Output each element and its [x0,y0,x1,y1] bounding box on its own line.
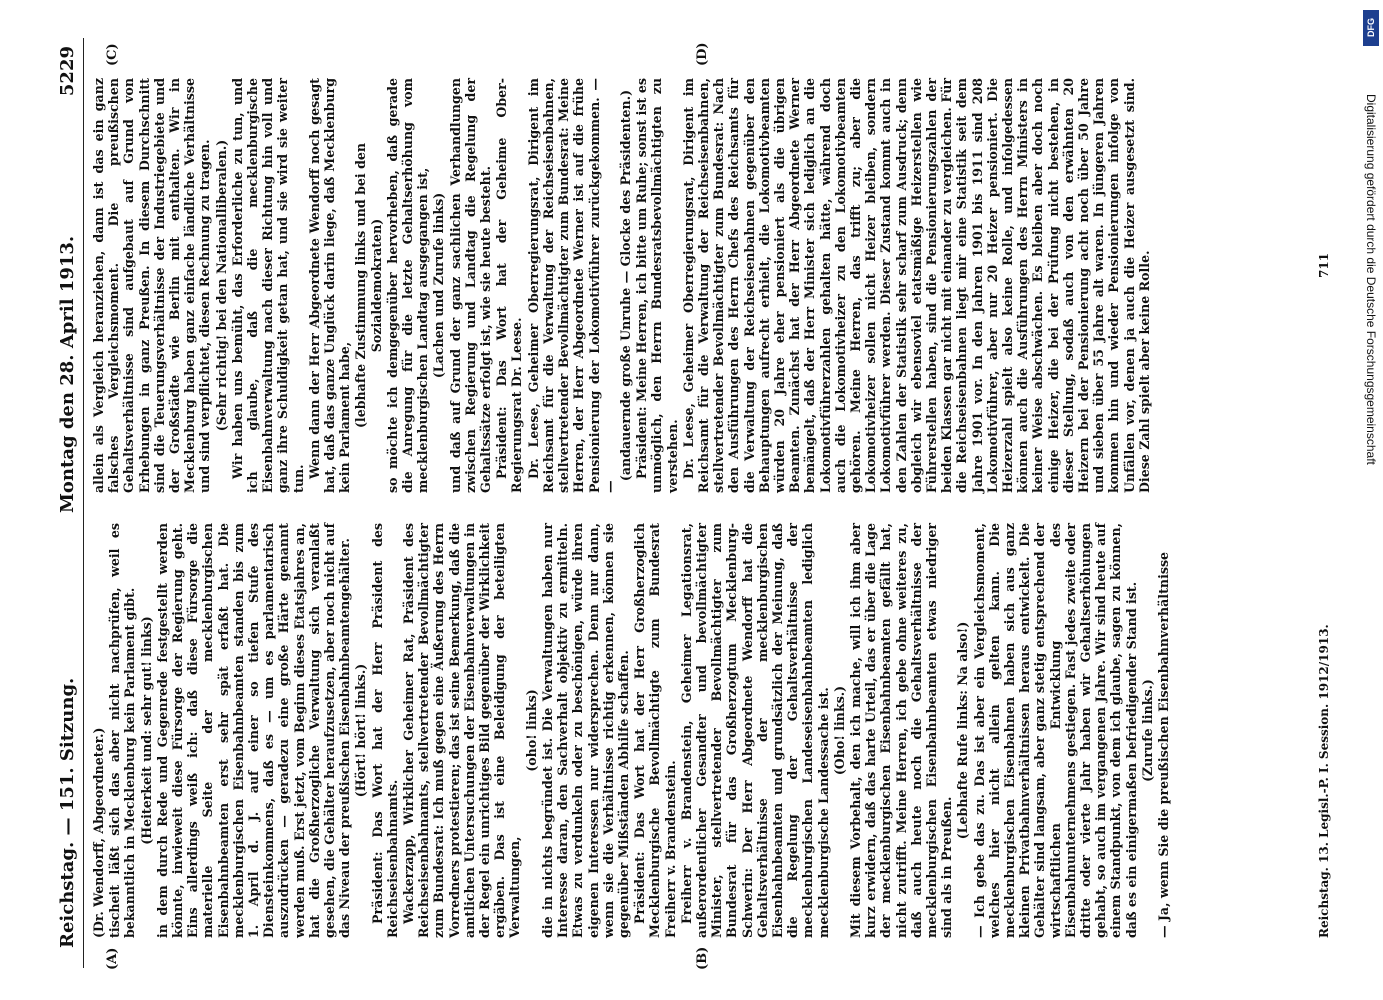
interjection: (Lachen und Zurufe links) [431,192,447,379]
interjection: (oho! links) [523,689,539,772]
paragraph: Wir haben uns bemüht, das Erforderliche zu tun, und ich glaube, daß die mecklenburgische Eisenbahnverwaltung nach dieser Richtung hin voll und ganz ihre Schuldigkeit getan hat, und sie wird sie weiter tun. [229,78,306,493]
paragraph: Präsident: Meine Herren, ich bitte um Ruhe; sonst ist es unmöglich, den Herrn Bundesratsbevollmächtigten zu verstehen. [634,78,680,493]
paragraph: Präsident: Das Wort hat der Geheime Ober-Regierungsrat Dr. Leese. [494,78,525,493]
interjection: (lebhafte Zustimmung links und bei den Sozialdemokraten) [353,142,384,429]
paragraph: tischeit läßt sich das aber nicht nachprüfen, weil es bekanntlich in Mecklenburg kein Parlament gibt. [107,523,138,938]
right-column [91,78,1153,493]
paragraph: Wenn dann der Herr Abgeordnete Wendorff noch gesagt hat, daß das ganze Unglück darin liege, daß Mecklenburg kein Parlament habe, [306,78,353,493]
paragraph: Präsident: Das Wort hat der Herr Präsident des Reichseisenbahnamts. [369,523,400,938]
header-left: Reichstag. — 151. Sitzung. [57,677,78,948]
dfg-logo: DFG [1363,10,1379,46]
page-number: 5229 [57,46,78,97]
paragraph: (Dr. Wendorff, Abgeordneter.) [91,727,106,938]
rotated-page [55,38,1345,968]
left-column [91,523,1172,938]
paragraph: — Ja, wenn Sie die preußischen Eisenbahnverhältnisse [1156,551,1172,938]
header-center: Montag den 28. April 1913. [57,235,78,513]
margin-letter-a: (A) [105,947,120,970]
interjection: (Sehr richtig! bei den Nationalliberalen.) [213,139,229,432]
footer-left: Reichstag. 13. Legisl.-P. I. Session. 1912/1913. [1317,624,1331,938]
margin-letter-c: (C) [105,43,120,66]
interjection: (Zurufe links.) [1139,679,1155,782]
paragraph: und daß auf Grund der ganz sachlichen Verhandlungen zwischen Regierung und Landtag die Regelung der Gehaltssätze erfolgt ist, wie sie heute besteht. [447,78,494,493]
paragraph: in dem durch Rede und Gegenrede festgestellt werden könnte, inwieweit diese Fürsorge der Regierung geht. Eins allerdings weiß ich: daß diese Fürsorge die materielle Seite der mecklenburgischen Eisenbahnbeamten erst sehr spät erfaßt hat. Die mecklenburgischen Eisenbahnbeamten standen bis zum 1. April d. J. auf einer so tiefen Stufe des Diensteinkommens, daß es — um es parlamentarisch auszudrücken — geradezu eine große Härte genannt werden muß. Erst jetzt, vom Beginn dieses Etatsjahres an, hat die Großherzogliche Verwaltung sich veranlaßt gesehen, die Gehälter heraufzusetzen, aber noch nicht auf das Niveau der preußischen Eisenbahnbeamtengehälter. [154,523,353,938]
paragraph: allein als Vergleich heranziehen, dann ist das ein ganz falsches Vergleichsmoment. Die preußischen Gehaltsverhältnisse sind aufgebaut auf Grund von Erhebungen in ganz Preußen. In diesem Durchschnitt sind die Teuerungsverhältnisse der Industriegebiete und der Großstädte wie Berlin mit enthalten. Wir in Mecklenburg haben ganz einfache ländliche Verhältnisse und sind verpflichtet, diesen Rechnung zu tragen. [91,78,213,493]
paragraph: die in nichts begründet ist. Die Verwaltungen haben nur Interesse daran, den Sachverhalt objektiv zu ermitteln. Etwas zu verdunkeln oder zu beschönigen, würde ihren eigenen Interessen nur widersprechen. Denn nur dann, wenn sie die Verhältnisse richtig erkennen, können sie gegenüber Mißständen Abhilfe schaffen. [539,523,631,938]
interjection: (Heiterkeit und: sehr gut! links) [138,616,154,845]
interjection: (Hört! hört! links.) [353,663,369,798]
paragraph: Freiherr v. Brandenstein, Geheimer Legationsrat, außerordentlicher Gesandter und bevollmächtigter Minister, stellvertretender Bevollmächtigter zum Bundesrat für das Großherzogtum Mecklenburg-Schwerin: Der Herr Abgeordnete Wendorff hat die Gehaltsverhältnisse der mecklenburgischen Eisenbahnbeamten und grundsätzlich der Meinung, daß die Regelung der Gehaltsverhältnisse der mecklenburgischen Landeseisenbahnbeamten lediglich mecklenburgische Landessache ist. [678,523,831,938]
interjection: (andauernde große Unruhe — Glocke des Präsidenten.) [617,89,633,482]
footer-right: 711 [1317,252,1331,278]
paragraph: Mit diesem Vorbehalt, den ich mache, will ich ihm aber kurz erwidern, daß das harte Urteil, das er über die Lage der mecklenburgischen Eisenbahnbeamten gefällt hat, nicht zutrifft. Meine Herren, ich gebe ohne weiteres zu, daß auch heute noch die Gehaltsverhältnisse der mecklenburgischen Eisenbahnbeamten etwas niedriger sind als in Preußen. [847,523,955,938]
margin-letter-d: (D) [695,42,710,66]
paragraph: Dr. Leese, Geheimer Oberregierungsrat, Dirigent im Reichsamt für die Verwaltung der Reichseisenbahnen, stellvertretender Bevollmächtigter zum Bundesrat: Meine Herren, der Herr Abgeordnete Werner ist auf die frühe Pensionierung der Lokomotivführer zurückgekommen. — — [525,78,617,493]
digitization-sidebar [1360,8,1382,998]
paragraph: Wackerzapp, Wirklicher Geheimer Rat, Präsident des Reichseisenbahnamts, stellvertretender Bevollmächtigter zum Bundesrat: Ich muß gegen eine Äußerung des Herrn Vorredners protestieren; das ist seine Bemerkung, daß die amtlichen Untersuchungen der Eisenbahnverwaltungen in der Regel ein unrichtiges Bild gegenüber der Wirklichkeit ergäben. Das ist eine Beleidigung der beteiligten Verwaltungen, [401,523,523,938]
interjection: (Oho! links.) [831,685,847,776]
paragraph: Dr. Leese, Geheimer Oberregierungsrat, Dirigent im Reichsamt für die Verwaltung der Reichseisenbahnen, stellvertretender Bevollmächtigter zum Bundesrat: Nach den Ausführungen des Herrn Chefs des Reichsamts für die Verwaltung der Reichseisenbahnen gegenüber den Behauptungen aufrecht erhielt, die Lokomotivbeamten würden 20 Jahre eher pensioniert als die übrigen Beamten. Zunächst hat der Herr Abgeordnete Werner bemängelt, daß der Herr Minister sich lediglich an die Lokomotivführerzahlen gehalten hätte, während doch auch die Lokomotivheizer zu den Lokomotivbeamten gehören. Meine Herren, das trifft zu; aber die Lokomotivheizer sollen nicht Heizer bleiben, sondern Lokomotivführer werden. Dieser Zustand kommt auch in den Zahlen der Statistik sehr scharf zum Ausdruck; denn obgleich wir ebensoviel etatsmäßige Heizerstellen wie Führerstellen haben, sind die Pensionierungszahlen der beiden Klassen gar nicht mit einander zu vergleichen. Für die Reichseisenbahnen liegt mir eine Statistik seit dem Jahre 1901 vor. In den Jahren 1901 bis 1911 sind 208 Lokomotivführer, aber nur 20 Heizer pensioniert. Die Heizerzahl spielt also keine Rolle, und infolgedessen können auch die Ausführungen des Herrn Ministers in keiner Weise abschwächen. Es bleiben aber doch noch einige Heizer, die bei der Prüfung nicht bestehen, in dieser Stellung, sodaß auch von den erwähnten 20 Heizern bei der Pensionierung acht noch über 50 Jahre und sieben über 55 Jahre alt waren. In jüngeren Jahren kommen hin und wieder Pensionierungen infolge von Unfällen vor, denen ja auch die Heizer ausgesetzt sind. Diese Zahl spielt aber keine Rolle. [680,78,1152,493]
paragraph: so möchte ich demgegenüber hervorheben, daß gerade die Anregung für die letzte Gehaltserhöhung vom mecklenburgischen Landtag ausgegangen ist, [384,78,431,493]
interjection: (Lebhafte Rufe links: Na also!) [955,621,971,840]
digitization-note: Digitalisierung gefördert durch die Deutsche Forschungsgemeinschaft [1364,94,1378,465]
margin-letter-b: (B) [695,946,710,970]
paragraph: Präsident: Das Wort hat der Herr Großherzoglich Mecklenburgische Bevollmächtigte zum Bundesrat Freiherr v. Brandenstein. [632,523,678,938]
paragraph: — Ich gebe das zu. Das ist aber ein Vergleichsmoment, welches hier nicht allein gelten kann. Die mecklenburgischen Eisenbahnen haben sich aus ganz kleinen Privatbahnverhältnissen heraus entwickelt. Die Gehälter sind langsam, aber ganz stetig entsprechend der wirtschaftlichen Entwicklung des Eisenbahnunternehmens gestiegen. Fast jedes zweite oder dritte oder vierte Jahr haben wir Gehaltserhöhungen gehabt, so auch im vergangenen Jahre. Wir sind heute auf einem Standpunkt, von dem ich glaube, sagen zu können, daß es ein einigermaßen befriedigender Stand ist. [971,523,1139,938]
page-header [55,38,84,968]
